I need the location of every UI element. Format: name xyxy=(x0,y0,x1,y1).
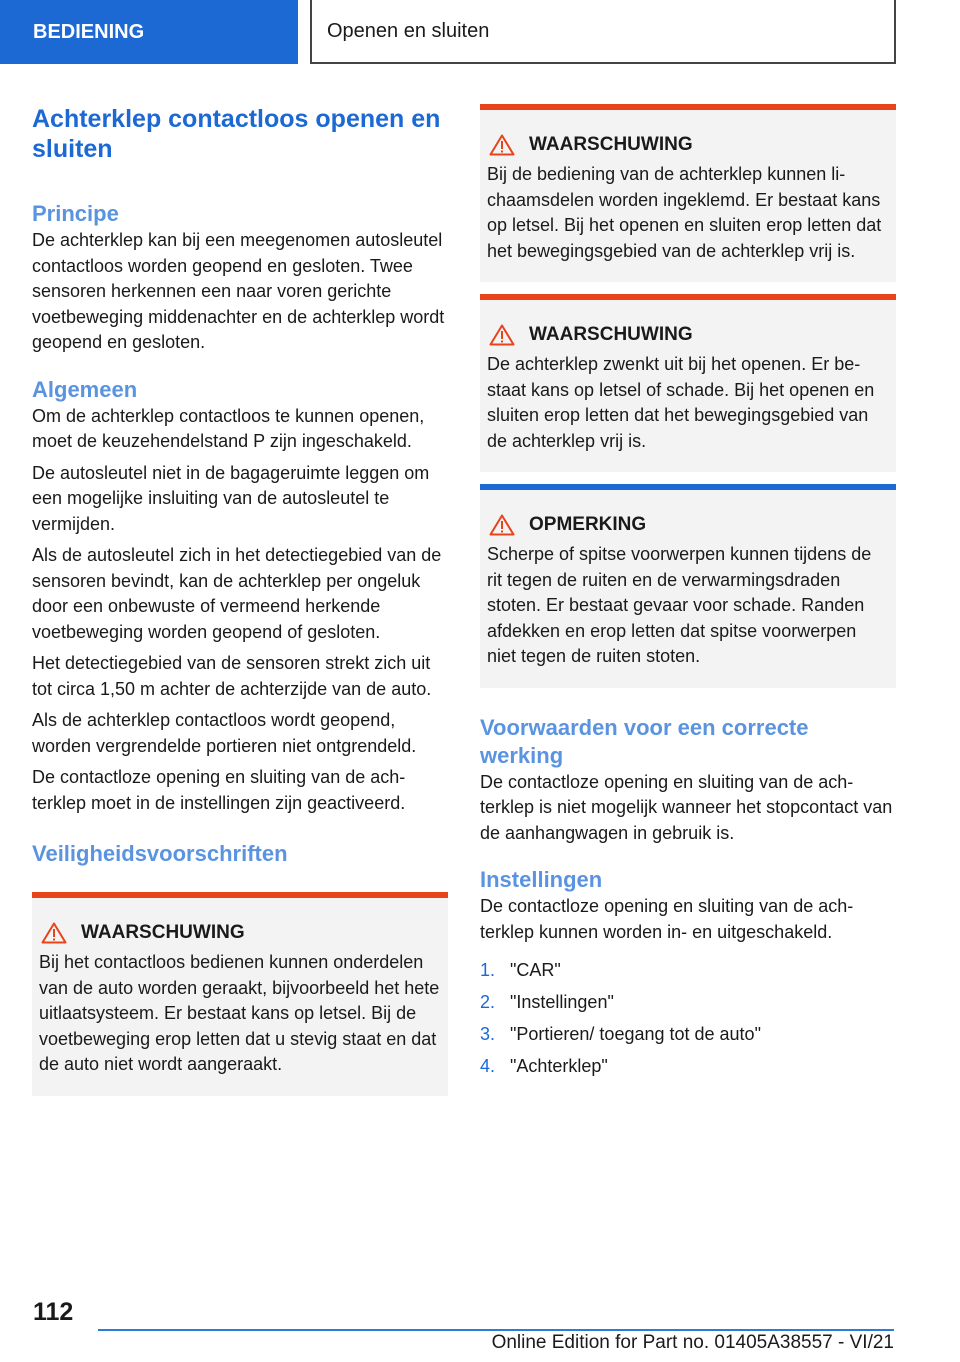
list-item xyxy=(480,1053,896,1079)
principle-heading: Principe xyxy=(32,201,119,226)
warning-header xyxy=(39,922,441,944)
warning-header xyxy=(487,134,889,156)
safety-heading: Veiligheidsvoorschriften xyxy=(32,841,288,866)
conditions-heading: Voorwaarden voor een correcte werking xyxy=(480,714,809,768)
warning-label: WAARSCHUWING xyxy=(529,134,693,155)
warning-box-2 xyxy=(480,294,896,472)
warning-box-1 xyxy=(480,104,896,282)
list-item xyxy=(480,989,896,1015)
settings-text: De contactloze opening en sluiting van de achterklep kunnen worden in- en uitgeschakeld. xyxy=(480,896,854,942)
step-label: "Achterklep" xyxy=(510,1056,608,1076)
left-column xyxy=(32,104,448,1096)
warning-label: WAARSCHUWING xyxy=(81,922,245,943)
warning-label: WAARSCHUWING xyxy=(529,324,693,345)
warning-text: Bij de bediening van de achterklep kunnen lichaamsdelen worden ingeklemd. Er bestaat kans op letsel. Bij het openen en sluiten erop letten dat het bewegingsgebied van de achterklep vrij is. xyxy=(487,164,882,261)
note-header xyxy=(487,514,889,536)
list-item xyxy=(480,1021,896,1047)
principle-text: De achterklep kan bij een meegenomen autosleutel contactloos worden geopend en gesloten. Twee sensoren herkennen een naar voren gerichte voetbeweging middenachter en de achterklep wordt geopend en gesloten. xyxy=(32,230,445,352)
step-number: 1. xyxy=(480,960,496,980)
step-number: 3. xyxy=(480,1024,496,1044)
section-tab xyxy=(0,0,298,64)
right-column xyxy=(480,104,896,1085)
step-number: 4. xyxy=(480,1056,496,1076)
list-item xyxy=(480,957,896,983)
general-paragraph: Om de achterklep contactloos te kunnen openen, moet de keuzehendelstand P zijn ingeschakeld. xyxy=(32,405,425,451)
step-label: "Instellingen" xyxy=(510,992,614,1012)
step-label: "Portieren/ toegang tot de auto" xyxy=(510,1024,761,1044)
warning-text: Bij het contactloos bedienen kunnen onderdelen van de auto worden geraakt, bijvoorbeeld het hete uitlaatsysteem. Er bestaat kans op letsel. Bij de voetbeweging erop letten dat u stevig staat en dat de auto niet wordt aangeraakt. xyxy=(39,952,440,1074)
warning-triangle-icon xyxy=(489,514,515,536)
conditions-text: De contactloze opening en sluiting van de achterklep is niet mogelijk wanneer het stopcontact van de aanhangwagen in gebruik is. xyxy=(480,771,893,843)
section-label: BEDIENING xyxy=(33,20,145,43)
general-heading: Algemeen xyxy=(32,376,138,402)
chapter-header xyxy=(310,0,896,64)
warning-triangle-icon xyxy=(489,324,515,346)
warning-header xyxy=(487,324,889,346)
safety-warning-box xyxy=(32,892,448,1096)
warning-triangle-icon xyxy=(489,134,515,156)
warning-triangle-icon xyxy=(41,922,67,944)
general-paragraph: Het detectiegebied van de sensoren strekt zich uit tot circa 1,50 m achter de achterzijde van de auto. xyxy=(32,653,432,699)
chapter-label: Openen en sluiten xyxy=(327,19,490,42)
note-text: Scherpe of spitse voorwerpen kunnen tijdens de rit tegen de ruiten en de verwarmingsdraden stoten. Er bestaat gevaar voor schade. Randen afdekken en erop letten dat spitse voorwerpen niet tegen de ruiten stoten. xyxy=(487,544,872,666)
footer-divider xyxy=(98,1329,894,1331)
note-box xyxy=(480,484,896,688)
settings-heading: Instellingen xyxy=(480,867,603,892)
step-number: 2. xyxy=(480,992,496,1012)
edition-text: Online Edition for Part no. 01405A38557 - VI/21 xyxy=(491,1332,894,1353)
note-label: OPMERKING xyxy=(529,514,647,535)
general-paragraph: De autosleutel niet in de bagageruimte leggen om een mogelijke insluiting van de autosleutel te vermijden. xyxy=(32,462,430,534)
page-title: Achterklep contactloos openen en sluiten xyxy=(32,105,441,163)
page-number: 112 xyxy=(33,1298,74,1326)
warning-text: De achterklep zwenkt uit bij het openen. Er bestaat kans op letsel of schade. Bij het openen en sluiten erop letten dat het bewegingsgebied van de achterklep vrij is. xyxy=(487,354,875,451)
general-paragraph: De contactloze opening en sluiting van de achterklep moet in de instellingen zijn geactiveerd. xyxy=(32,767,406,813)
general-paragraph: Als de achterklep contactloos wordt geopend, worden vergrendelde portieren niet ontgrendeld. xyxy=(32,710,417,756)
step-label: "CAR" xyxy=(510,960,561,980)
settings-steps xyxy=(480,957,896,1079)
general-paragraph: Als de autosleutel zich in het detectiegebied van de sensoren bevindt, kan de achterklep per ongeluk door een onbewuste of vermeend herkende voetbeweging worden geopend of gesloten. xyxy=(32,545,442,642)
